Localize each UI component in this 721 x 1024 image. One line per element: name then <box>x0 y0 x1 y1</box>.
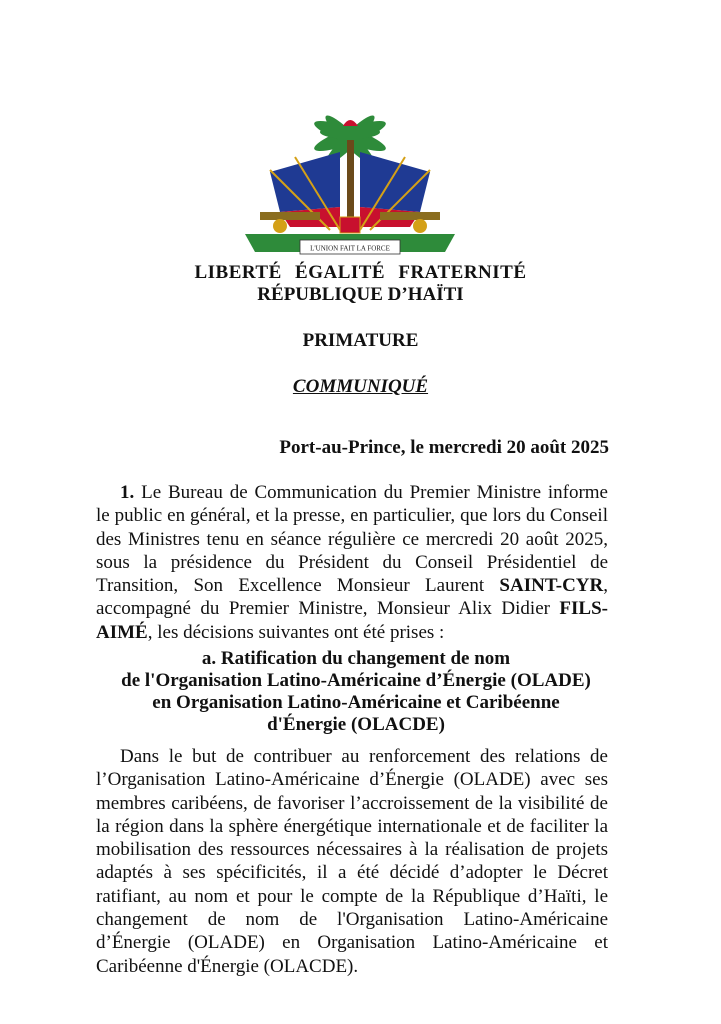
section-a-heading-line: a. Ratification du changement de nom <box>201 648 511 669</box>
paragraph-1 <box>96 481 608 644</box>
section-a-heading-line: d'Énergie (OLACDE) <box>267 714 445 735</box>
section-a-heading <box>96 648 616 736</box>
paragraph-1-text-a: Le Bureau de Communication du Premier Ministre informe le public en général, et la presse, en particulier, que lors du Conseil des Ministres tenu en séance régulière ce mercredi 20 août 2025, sous la présidence du Président du Conseil Présidentiel de Transition, Son Excellence Monsieur Laurent <box>96 482 608 597</box>
issuing-office: PRIMATURE <box>302 330 419 351</box>
national-motto: LIBERTÉ ÉGALITÉ FRATERNITÉ <box>194 262 527 283</box>
paragraph-number: 1. <box>120 482 135 503</box>
coat-of-arms-emblem <box>240 112 460 262</box>
section-a-body: Dans le but de contribuer au renforcement des relations de l’Organisation Latino-Américaine d’Énergie (OLADE) avec ses membres caribéens, de favoriser l’accroissement de la visibilité de la région dans la sphère énergétique internationale et de faciliter la mobilisation des ressources nécessaires à la réalisation de projets adaptés à ses spécificités, il a été décidé d’adopter le Décret ratifiant, au nom et pour le compte de la République d’Haïti, le changement de nom de l'Organisation Latino-Américaine d’Énergie (OLADE) en Organisation Latino-Américaine et Caribéenne d'Énergie (OLACDE). <box>96 746 608 977</box>
section-a-heading-line: en Organisation Latino-Américaine et Caribéenne <box>152 692 560 713</box>
dateline: Port-au-Prince, le mercredi 20 août 2025 <box>279 437 609 458</box>
republic-name: RÉPUBLIQUE D’HAÏTI <box>257 284 464 305</box>
paragraph-1-text-b: , accompagné du Premier Ministre, Monsieur Alix Didier <box>96 575 608 620</box>
prime-minister-surname: FILS-AIMÉ <box>96 598 608 643</box>
president-surname: SAINT-CYR <box>499 575 604 597</box>
paragraph-1-text-c: , les décisions suivantes ont été prises : <box>147 621 445 643</box>
svg-text:L'UNION FAIT LA FORCE: L'UNION FAIT LA FORCE <box>310 244 390 253</box>
section-a-heading-line: de l'Organisation Latino-Américaine d’Énergie (OLADE) <box>121 670 591 691</box>
document-type: COMMUNIQUÉ <box>292 376 429 397</box>
